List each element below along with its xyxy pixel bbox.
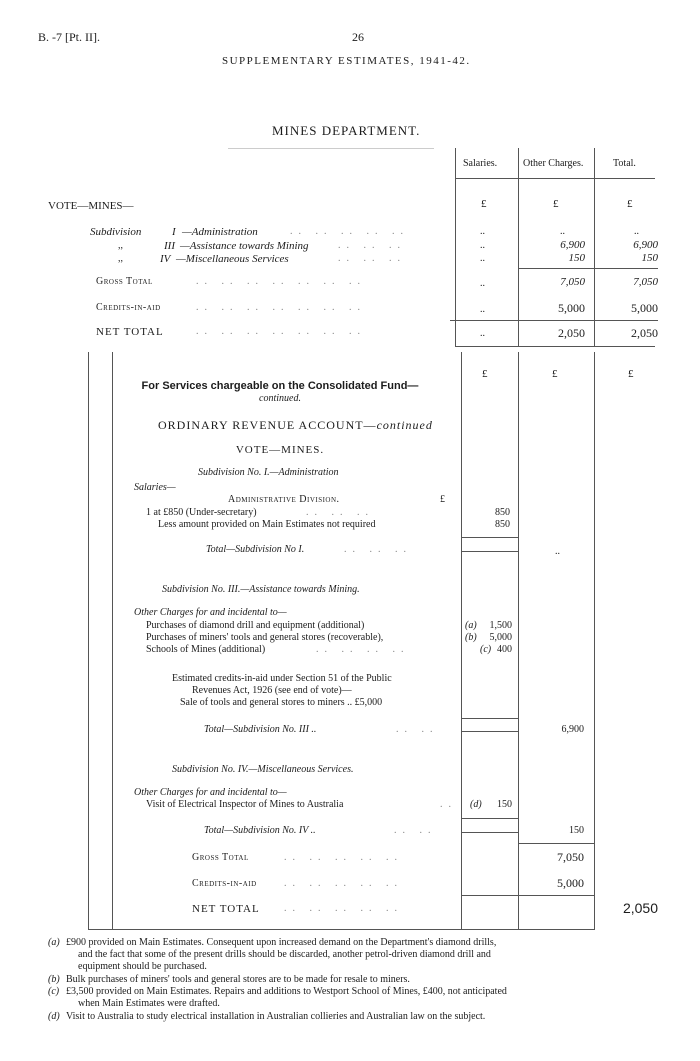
sub3-item-1-val: 1,500 — [489, 620, 512, 631]
leader-dots: .. .. .. — [344, 544, 412, 555]
column-rule-1 — [455, 148, 456, 178]
detail-vote-title: VOTE—MINES. — [235, 444, 325, 456]
detail-gross-label: Gross Total — [192, 852, 249, 863]
summary-row-1-salaries: .. — [480, 226, 485, 237]
summary-credits-total: 5,000 — [631, 301, 658, 315]
summary-subtotal-rule — [518, 268, 658, 269]
detail-left-rule — [88, 352, 89, 930]
sub1-total-val: .. — [555, 546, 560, 557]
detail-pound-salaries: £ — [482, 368, 488, 380]
footnote-a-line-1: £900 provided on Main Estimates. Consequent upon increased demand on the Department's diamond drills, — [66, 937, 497, 948]
detail-heading: For Services chargeable on the Consolidated Fund— — [141, 380, 419, 392]
sub3-oc-label: Other Charges for and incidental to— — [134, 607, 287, 618]
footnote-c-line-2: when Main Estimates were drafted. — [78, 998, 220, 1009]
sub1-salaries-label: Salaries— — [134, 482, 176, 493]
detail-account-continued: continued — [376, 418, 433, 432]
sub3-credits-line1: Estimated credits-in-aid under Section 51 of the Public — [172, 673, 392, 684]
summary-gross-total: 7,050 — [633, 276, 658, 288]
detail-heading-continued: continued. — [259, 393, 301, 404]
footnote-c-line-1: £3,500 provided on Main Estimates. Repairs and additions to Westport School of Mines, £400, not anticipated — [66, 986, 507, 997]
summary-row-2-label: —Assistance towards Mining — [180, 240, 309, 252]
sub3-credits-line3: Sale of tools and general stores to miners .. £5,000 — [180, 697, 383, 708]
sub3-total-rule-2 — [461, 731, 518, 732]
summary-credits-other: 5,000 — [558, 301, 585, 315]
detail-credits-label: Credits-in-aid — [192, 878, 257, 889]
summary-row-2-num: III — [164, 240, 175, 252]
summary-ditto-1: ,, — [118, 240, 123, 251]
sub3-total-val: 6,900 — [561, 724, 584, 735]
summary-row-2-other: 6,900 — [560, 239, 585, 251]
department-title: MINES DEPARTMENT. — [272, 123, 421, 138]
detail-left-rule-2 — [112, 352, 113, 930]
detail-gross-rule — [518, 843, 594, 844]
detail-net-rule — [461, 895, 594, 896]
summary-row-3-num: IV — [160, 253, 171, 265]
sub3-item-2: Purchases of miners' tools and general stores (recoverable), — [146, 632, 384, 643]
footnote-a-mark: (a) — [48, 937, 60, 948]
sub1-total-rule-2 — [461, 551, 518, 552]
summary-row-3-label: —Miscellaneous Services — [176, 253, 289, 265]
summary-net-total: 2,050 — [631, 326, 658, 340]
summary-row-1-total: .. — [634, 226, 639, 237]
summary-net-other: 2,050 — [558, 326, 585, 340]
sub1-line1-val: 850 — [495, 507, 510, 518]
footnote-d-mark: (d) — [48, 1011, 60, 1022]
footnote-a-line-3: equipment should be purchased. — [78, 961, 207, 972]
detail-account-title — [158, 418, 433, 433]
summary-credits-label: Credits-in-aid — [96, 302, 161, 313]
sub1-pound: £ — [440, 494, 445, 505]
summary-gross-salaries: .. — [480, 278, 485, 289]
detail-pound-other: £ — [552, 368, 558, 380]
leader-dots: .. .. .. .. .. — [284, 903, 403, 914]
summary-ditto-2: ,, — [118, 253, 123, 264]
detail-net-total: 2,050 — [622, 900, 658, 916]
leader-dots: .. .. .. .. .. — [284, 878, 403, 889]
leader-dots: .. .. .. .. .. .. .. — [196, 276, 366, 287]
summary-row-3-total: 150 — [641, 252, 658, 264]
leader-dots: .. .. — [396, 724, 439, 735]
sub1-total-label: Total—Subdivision No I. — [206, 544, 305, 555]
page-reference: B. -7 [Pt. II]. — [38, 30, 100, 44]
leader-dots: .. .. .. .. — [316, 644, 410, 655]
leader-dots: .. .. .. .. .. .. .. — [196, 302, 366, 313]
summary-bottom-rule — [455, 346, 655, 347]
summary-row-1-label: —Administration — [182, 226, 258, 238]
summary-pound-other: £ — [553, 198, 559, 210]
sub1-line2-val: 850 — [495, 519, 510, 530]
detail-bottom-rule — [88, 929, 594, 930]
sub4-item: Visit of Electrical Inspector of Mines to Australia — [146, 799, 344, 810]
column-rule-3 — [594, 148, 595, 178]
column-header-rule — [455, 178, 655, 179]
header-rule — [228, 148, 434, 149]
summary-row-2-salaries: .. — [480, 240, 485, 251]
footnote-b-mark: (b) — [48, 974, 60, 985]
summary-credits-salaries: .. — [480, 304, 485, 315]
sub1-line1: 1 at £850 (Under-secretary) — [146, 507, 257, 518]
col-header-other-charges: Other Charges. — [523, 158, 584, 169]
sub4-note-d: (d) — [470, 799, 482, 810]
detail-col-rule-3 — [594, 352, 595, 930]
footnote-b-line-1: Bulk purchases of miners' tools and general stores are to be made for resale to miners. — [66, 974, 410, 985]
leader-dots: .. .. .. — [306, 507, 374, 518]
leader-dots: .. .. .. — [338, 240, 406, 251]
detail-net-label: NET TOTAL — [192, 903, 260, 915]
sub1-division: Administrative Division. — [228, 494, 340, 505]
sub3-total-label: Total—Subdivision No. III .. — [204, 724, 317, 735]
sub3-note-b: (b) — [465, 632, 477, 643]
leader-dots: .. .. .. — [338, 253, 406, 264]
sub4-item-val: 150 — [497, 799, 512, 810]
col-header-salaries: Salaries. — [463, 158, 498, 169]
summary-gross-other: 7,050 — [560, 276, 585, 288]
summary-gross-label: Gross Total — [96, 276, 153, 287]
summary-net-label: NET TOTAL — [96, 326, 164, 338]
detail-col-rule-1 — [461, 352, 462, 930]
sub3-title: Subdivision No. III.—Assistance towards Mining. — [162, 584, 360, 595]
detail-gross-other: 7,050 — [557, 850, 584, 864]
sub1-line2: Less amount provided on Main Estimates not required — [158, 519, 376, 530]
sub3-note-c: (c) — [480, 644, 492, 655]
footnote-a-line-2: and the fact that some of the present drills should be discarded, another petrol-driven diamond drill and — [78, 949, 491, 960]
sub3-total-rule — [461, 718, 518, 719]
page-title: SUPPLEMENTARY ESTIMATES, 1941-42. — [222, 55, 471, 67]
sub3-item-3-val: 400 — [497, 644, 512, 655]
summary-row-1-num: I — [172, 226, 176, 238]
leader-dots: .. .. — [394, 825, 437, 836]
summary-row-3-salaries: .. — [480, 253, 485, 264]
sub3-item-2-val: 5,000 — [489, 632, 512, 643]
leader-dots: .. .. .. .. .. — [284, 852, 403, 863]
sub4-title: Subdivision No. IV.—Miscellaneous Services. — [172, 764, 354, 775]
summary-pound-salaries: £ — [481, 198, 487, 210]
page-number: 26 — [352, 30, 364, 44]
sub3-credits-line2: Revenues Act, 1926 (see end of vote)— — [192, 685, 352, 696]
sub4-total-label: Total—Subdivision No. IV .. — [204, 825, 316, 836]
sub3-item-1: Purchases of diamond drill and equipment (additional) — [146, 620, 365, 631]
summary-net-salaries: .. — [480, 328, 485, 339]
sub4-total-val: 150 — [569, 825, 584, 836]
leader-dots: .. .. .. .. .. — [290, 226, 409, 237]
sub3-note-a: (a) — [465, 620, 477, 631]
sub3-item-3: Schools of Mines (additional) — [146, 644, 266, 655]
column-rule-2 — [518, 148, 519, 178]
summary-row-3-other: 150 — [568, 252, 585, 264]
summary-vote-label: VOTE—MINES— — [48, 200, 134, 212]
summary-row-1-other: .. — [560, 226, 565, 237]
sub1-total-rule — [461, 537, 518, 538]
detail-account-text: ORDINARY REVENUE ACCOUNT— — [158, 418, 377, 432]
sub4-total-rule-2 — [461, 832, 518, 833]
summary-pound-total: £ — [627, 198, 633, 210]
detail-credits-other: 5,000 — [557, 876, 584, 890]
summary-subdivision-word: Subdivision — [90, 226, 142, 238]
col-header-total: Total. — [613, 158, 636, 169]
summary-row-2-total: 6,900 — [633, 239, 658, 251]
sub4-total-rule — [461, 818, 518, 819]
sub1-title: Subdivision No. I.—Administration — [198, 467, 339, 478]
leader-dots: .. .. .. .. .. .. .. — [196, 326, 366, 337]
sub4-oc-label: Other Charges for and incidental to— — [134, 787, 287, 798]
footnote-c-mark: (c) — [48, 986, 60, 997]
detail-pound-total: £ — [628, 368, 634, 380]
leader-dots: .. — [440, 799, 457, 810]
summary-net-rule — [450, 320, 658, 321]
footnote-d-line-1: Visit to Australia to study electrical installation in Australian collieries and Australian law on the subject. — [66, 1011, 486, 1022]
